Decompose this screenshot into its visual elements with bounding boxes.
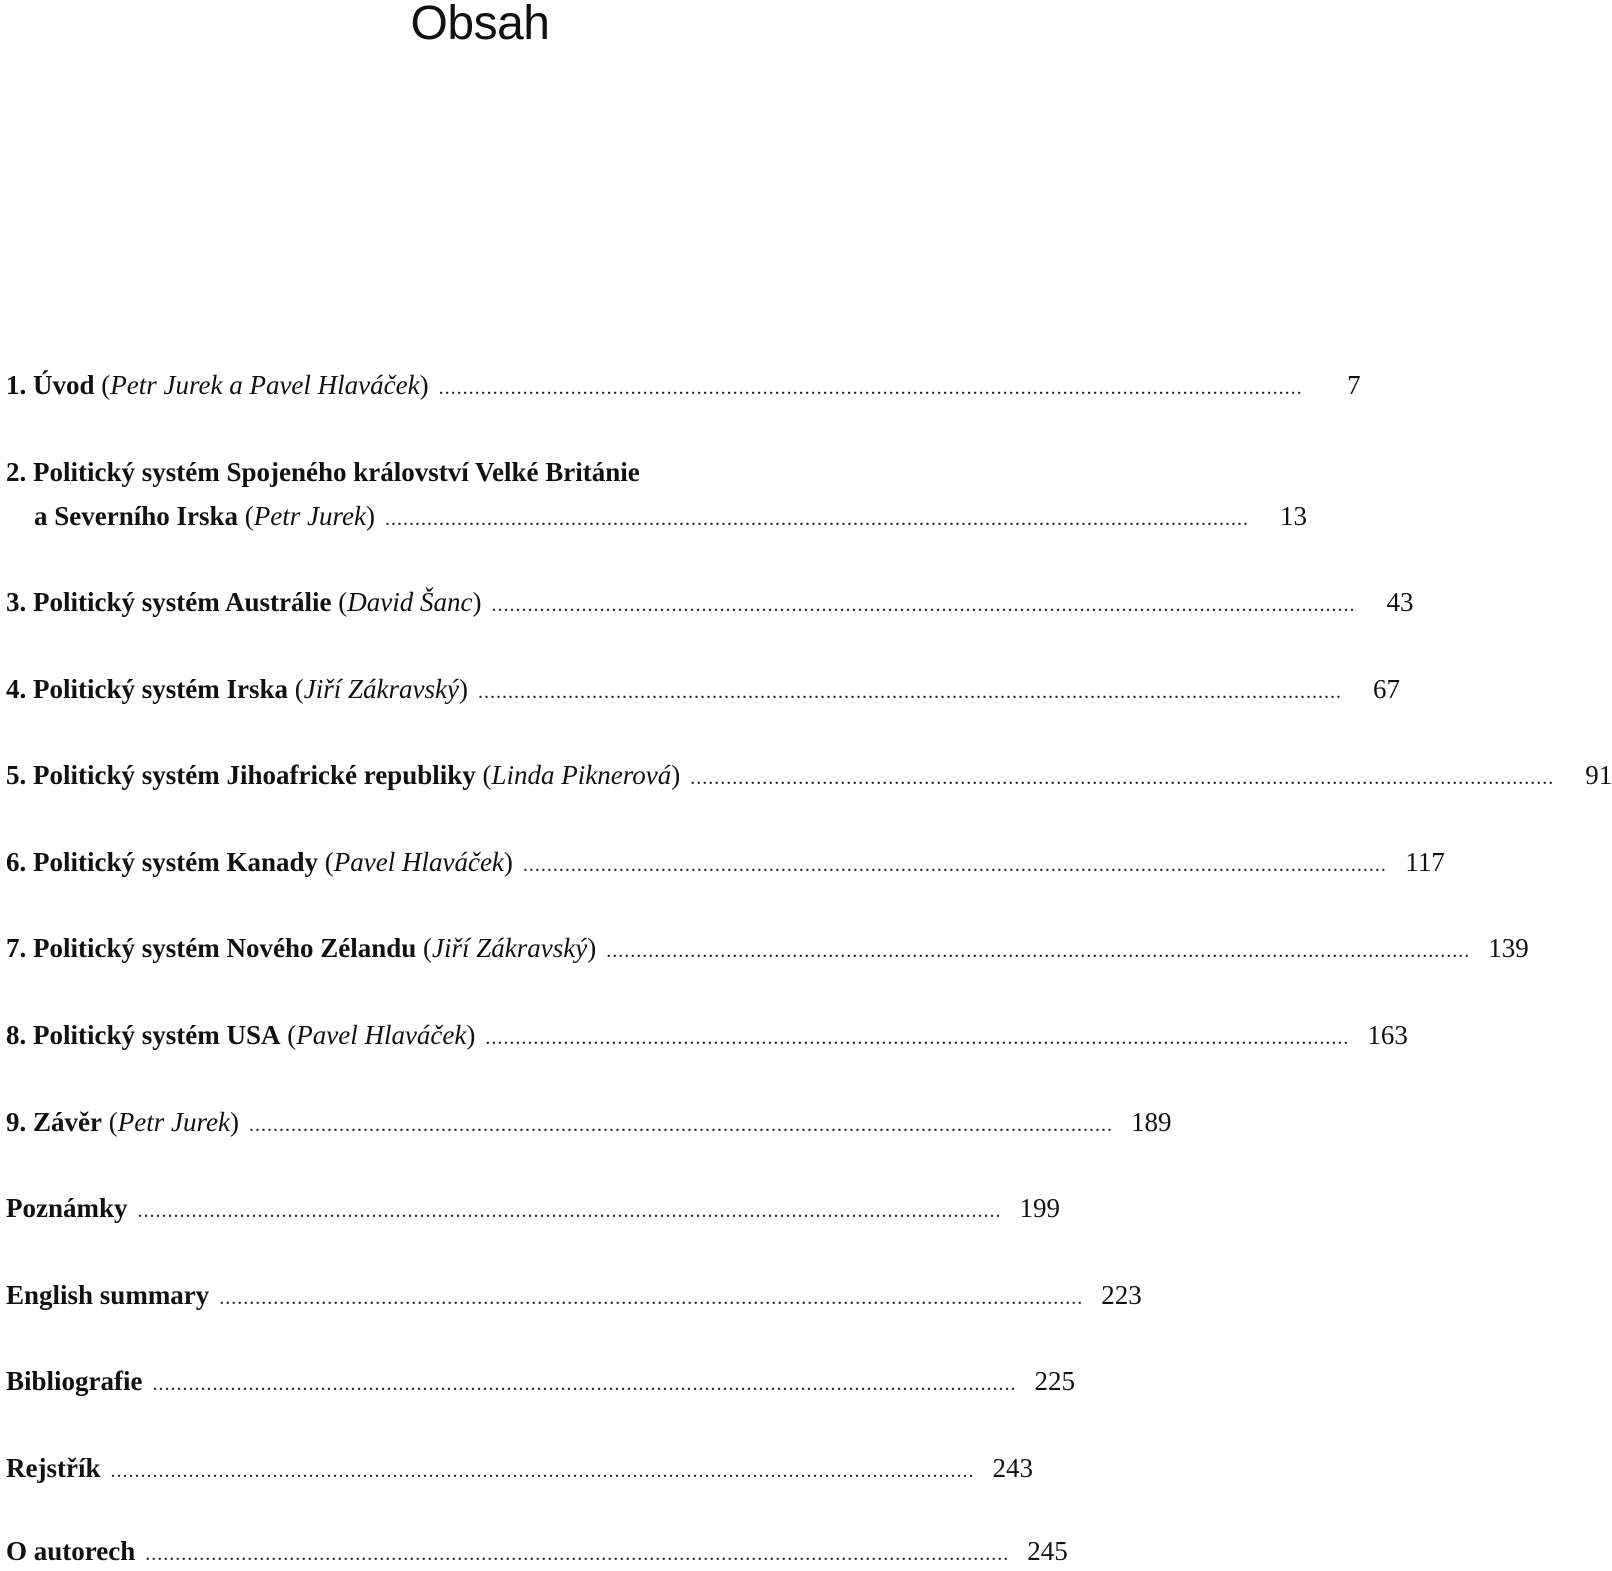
leader-dots: ................................................................................................................................................ bbox=[491, 594, 1356, 616]
entry-number: 5. bbox=[6, 760, 27, 790]
entry-number: 9. bbox=[6, 1107, 27, 1137]
toc-entry-english-summary[interactable] bbox=[6, 1278, 1142, 1312]
toc-entry-5[interactable]: 5. Politický systém Jihoafrické republiky (Linda Piknerová) ................................................................................................................................................ 91 bbox=[6, 758, 957, 792]
entry-page: 117 bbox=[1405, 847, 1445, 877]
entry-author: Linda Piknerová bbox=[491, 760, 672, 790]
leader-dots: ................................................................................................................................................ bbox=[152, 1373, 1017, 1395]
toc-entry-notes[interactable] bbox=[6, 1191, 1060, 1225]
entry-number: 6. bbox=[6, 847, 27, 877]
entry-title: Rejstřík bbox=[6, 1453, 101, 1483]
entry-title: Poznámky bbox=[6, 1193, 128, 1223]
leader-dots: ................................................................................................................................................ bbox=[477, 681, 1342, 703]
entry-author: Petr Jurek bbox=[253, 501, 366, 531]
entry-number: 4. bbox=[6, 674, 27, 704]
entry-page: 13 bbox=[1279, 501, 1307, 531]
entry-author: Petr Jurek bbox=[117, 1107, 230, 1137]
entry-title: Politický systém Kanady bbox=[33, 847, 319, 877]
entry-page: 245 bbox=[1027, 1536, 1068, 1566]
entry-author: Jiří Zákravský bbox=[303, 674, 459, 704]
entry-title: English summary bbox=[6, 1280, 210, 1310]
toc-entry-2-line-2[interactable]: a Severního Irska (Petr Jurek) ................................................................................................................................................ 13 bbox=[6, 499, 957, 533]
entry-title: Politický systém Spojeného království Velké Británie bbox=[33, 457, 640, 487]
page-title: Obsah bbox=[410, 0, 550, 50]
entry-page: 43 bbox=[1386, 587, 1414, 617]
toc-entry-1[interactable]: 1. Úvod (Petr Jurek a Pavel Hlaváček) ................................................................................................................................................ 7 bbox=[6, 368, 957, 402]
leader-dots: ................................................................................................................................................ bbox=[110, 1460, 975, 1482]
entry-author: David Šanc bbox=[347, 587, 473, 617]
leader-dots: ................................................................................................................................................ bbox=[606, 940, 1471, 962]
toc-entry-6[interactable]: 6. Politický systém Kanady (Pavel Hlaváček) ................................................................................................................................................ 117 bbox=[6, 845, 957, 879]
toc-entry-9[interactable]: 9. Závěr (Petr Jurek) ................................................................................................................................................ 189 bbox=[6, 1105, 957, 1139]
leader-dots: ................................................................................................................................................ bbox=[137, 1200, 1002, 1222]
entry-author: Jiří Zákravský bbox=[432, 933, 588, 963]
entry-title: Úvod bbox=[33, 370, 95, 400]
toc-entry-8[interactable]: 8. Politický systém USA (Pavel Hlaváček) ................................................................................................................................................ 163 bbox=[6, 1018, 957, 1052]
entry-page: 67 bbox=[1372, 674, 1400, 704]
entry-page: 199 bbox=[1019, 1193, 1060, 1223]
toc-entry-4[interactable]: 4. Politický systém Irska (Jiří Zákravský) ................................................................................................................................................ 67 bbox=[6, 672, 957, 706]
entry-number: 8. bbox=[6, 1020, 27, 1050]
entry-author: Petr Jurek a Pavel Hlaváček bbox=[110, 370, 420, 400]
entry-title: Závěr bbox=[33, 1107, 102, 1137]
entry-page: 163 bbox=[1367, 1020, 1408, 1050]
entry-title: Politický systém Austrálie bbox=[33, 587, 332, 617]
entry-title: Politický systém Jihoafrické republiky bbox=[33, 760, 476, 790]
leader-dots: ................................................................................................................................................ bbox=[690, 767, 1555, 789]
leader-dots: ................................................................................................................................................ bbox=[384, 508, 1249, 530]
leader-dots: ................................................................................................................................................ bbox=[485, 1027, 1350, 1049]
entry-title: Politický systém USA bbox=[33, 1020, 281, 1050]
entry-number: 7. bbox=[6, 933, 27, 963]
entry-number: 3. bbox=[6, 587, 27, 617]
leader-dots: ................................................................................................................................................ bbox=[522, 854, 1387, 876]
leader-dots: ................................................................................................................................................ bbox=[145, 1543, 1010, 1565]
entry-number: 1. bbox=[6, 370, 27, 400]
entry-page: 189 bbox=[1130, 1107, 1172, 1137]
entry-page: 225 bbox=[1034, 1366, 1075, 1396]
entry-author: Pavel Hlaváček bbox=[296, 1020, 467, 1050]
entry-page: 91 bbox=[1585, 760, 1612, 790]
entry-page: 223 bbox=[1101, 1280, 1142, 1310]
entry-page: 243 bbox=[992, 1453, 1033, 1483]
entry-page: 7 bbox=[1347, 370, 1361, 400]
leader-dots: ................................................................................................................................................ bbox=[438, 377, 1303, 399]
entry-title: Politický systém Irska bbox=[33, 674, 288, 704]
entry-author: Pavel Hlaváček bbox=[333, 847, 504, 877]
entry-page: 139 bbox=[1488, 933, 1529, 963]
toc-entry-3[interactable]: 3. Politický systém Austrálie (David Šanc) ................................................................................................................................................ 43 bbox=[6, 585, 957, 619]
entry-title-continued: a Severního Irska bbox=[34, 501, 239, 531]
toc-entry-index[interactable] bbox=[6, 1451, 1033, 1485]
toc-entry-2-line-1[interactable] bbox=[6, 455, 957, 489]
toc-entry-bibliography[interactable] bbox=[6, 1364, 1075, 1398]
toc-entry-about-authors[interactable] bbox=[6, 1534, 1068, 1568]
toc-entry-7[interactable]: 7. Politický systém Nového Zélandu (Jiří Zákravský) ................................................................................................................................................ 139 bbox=[6, 931, 957, 965]
entry-number: 2. bbox=[6, 457, 27, 487]
leader-dots: ................................................................................................................................................ bbox=[219, 1287, 1084, 1309]
entry-title: Bibliografie bbox=[6, 1366, 143, 1396]
entry-title: Politický systém Nového Zélandu bbox=[33, 933, 417, 963]
entry-title: O autorech bbox=[6, 1536, 136, 1566]
leader-dots: ................................................................................................................................................ bbox=[248, 1114, 1113, 1136]
